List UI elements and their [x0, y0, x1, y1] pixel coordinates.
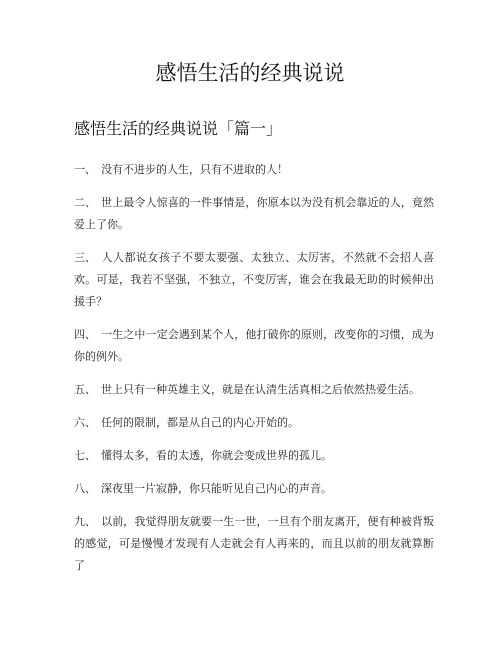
paragraph-1 — [74, 159, 434, 181]
paragraph-number: 五、 — [74, 383, 96, 396]
paragraph-text: 以前，我觉得朋友就要一生一世，一旦有个朋友离开，便有种被背叛的感觉，可是慢慢才发现有人走就会有人再来的，而且以前的朋友就算断了 — [74, 515, 434, 572]
paragraph-9 — [74, 511, 434, 577]
paragraph-5 — [74, 379, 434, 401]
paragraph-text: 任何的限制，都是从自己的内心开始的。 — [101, 416, 299, 429]
paragraph-text: 没有不进步的人生，只有不进取的人！ — [101, 163, 288, 176]
paragraph-text: 懂得太多，看的太透，你就会变成世界的孤儿。 — [101, 449, 332, 462]
paragraph-4 — [74, 324, 434, 368]
paragraph-6 — [74, 412, 434, 434]
paragraph-8 — [74, 478, 434, 500]
paragraph-text: 世上只有一种英雄主义，就是在认清生活真相之后依然热爱生活。 — [101, 383, 420, 396]
paragraph-text: 人人都说女孩子不要太要强、太独立、太厉害，不然就不会招人喜欢。可是，我若不坚强，不独立，不变厉害，谁会在我最无助的时候伸出援手？ — [74, 251, 434, 308]
paragraph-text: 一生之中一定会遇到某个人，他打破你的原则，改变你的习惯，成为你的例外。 — [74, 328, 434, 363]
section-title: 感悟生活的经典说说「篇一」 — [74, 119, 283, 138]
paragraph-number: 七、 — [74, 449, 96, 462]
paragraph-number: 四、 — [74, 328, 96, 341]
paragraph-3 — [74, 247, 434, 313]
paragraph-number: 一、 — [74, 163, 96, 176]
paragraph-text: 深夜里一片寂静，你只能听见自己内心的声音。 — [101, 482, 332, 495]
paragraph-2 — [74, 192, 434, 236]
paragraph-number: 六、 — [74, 416, 96, 429]
paragraph-text: 世上最令人惊喜的一件事情是，你原本以为没有机会靠近的人，竟然爱上了你。 — [74, 196, 434, 231]
paragraph-number: 三、 — [74, 251, 96, 264]
document-title: 感悟生活的经典说说 — [155, 61, 345, 85]
paragraph-number: 九、 — [74, 515, 96, 528]
paragraph-number: 八、 — [74, 482, 96, 495]
paragraph-7 — [74, 445, 434, 467]
paragraph-number: 二、 — [74, 196, 96, 209]
